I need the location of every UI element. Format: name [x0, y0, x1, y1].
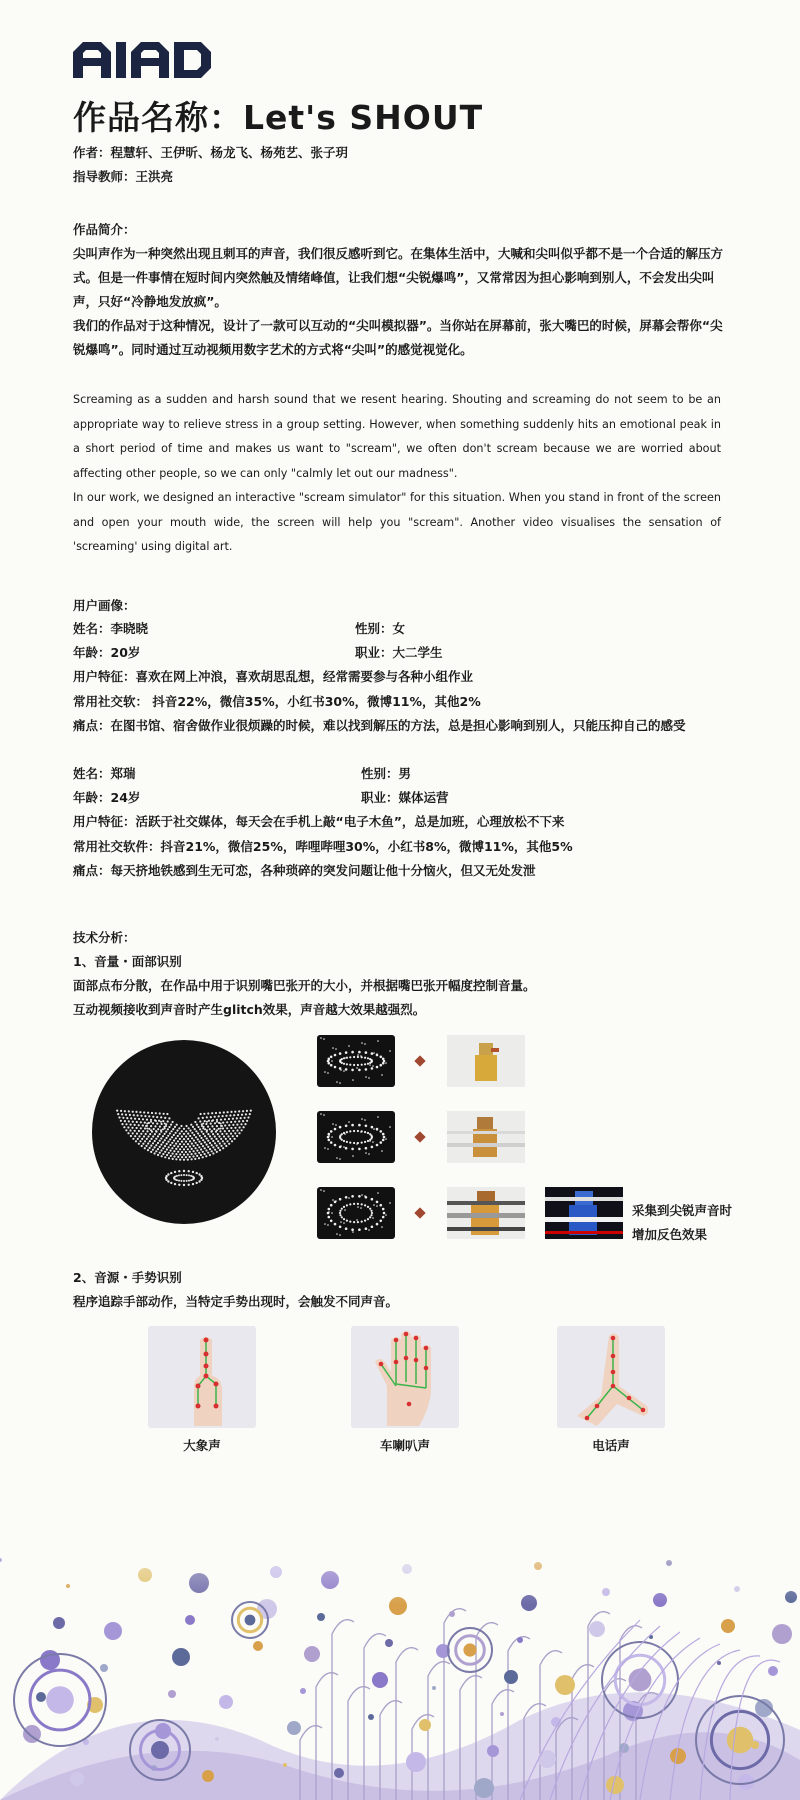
persona-age: 年龄：24岁: [73, 790, 141, 806]
arrow-diamond-icon: [414, 1131, 425, 1142]
persona-social: 常用社交软： 抖音22%，微信35%，小红书30%，微博11%，其他2%: [73, 693, 481, 709]
mouth-mesh-thumbnail: [317, 1187, 395, 1239]
intro-zh: [73, 242, 723, 362]
mouth-mesh-thumbnail: [317, 1035, 395, 1087]
intro-en-paragraph: In our work, we designed an interactive "scream simulator" for this situation. When you stand in front of the screen and open your mouth wide, the screen will help you "scream". Another video visualises the sensation of 'screaming' using digital art.: [73, 491, 721, 553]
gesture-heading: 2、音源・手势识别: [73, 1270, 182, 1285]
open-palm-hand-icon: [351, 1326, 459, 1428]
face-mesh-illustration: [92, 1040, 276, 1224]
inversion-note-line: 采集到尖锐声音时: [632, 1203, 733, 1218]
intro-en: [73, 388, 721, 560]
persona-social: 常用社交软件：抖音21%，微信25%，哔哩哔哩30%，小红书8%，微博11%，其他5%: [73, 838, 573, 854]
phone-gesture-hand-icon: [557, 1326, 665, 1428]
persona-name: 姓名：李晓晓: [73, 621, 149, 636]
mouth-sequence-2: [317, 1111, 717, 1165]
volume-line: 面部点布分散，在作品中用于识别嘴巴张开的大小，并根据嘴巴张开幅度控制音量。: [73, 978, 536, 993]
advisor: 指导教师：王洪亮: [73, 169, 174, 184]
gesture-item: [148, 1326, 256, 1454]
volume-heading: 1、音量・面部识别: [73, 954, 182, 969]
persona-job: 职业：大二学生: [355, 645, 443, 661]
persona-gender: 性别：女: [355, 621, 406, 636]
decorative-digital-art: [0, 1500, 800, 1800]
aiad-logo: [73, 42, 213, 78]
persona-pain: 痛点：在图书馆、宿舍做作业很烦躁的时候，难以找到解压的方法，总是担心影响到别人，只能压抑自己的感受: [73, 717, 686, 733]
duck-video-frame-glitch: [447, 1111, 525, 1163]
duck-video-frame-strong-glitch: [447, 1187, 525, 1239]
persona-pain: 痛点：每天挤地铁感到生无可恋，各种琐碎的突发问题让他十分恼火，但又无处发泄: [73, 862, 536, 878]
arrow-diamond-icon: [414, 1207, 425, 1218]
intro-zh-paragraph: 我们的作品对于这种情况，设计了一款可以互动的“尖叫模拟器”。当你站在屏幕前，张大嘴巴的时候，屏幕会帮你“尖锐爆鸣”。同时通过互动视频用数字艺术的方式将“尖叫”的感觉视觉化。: [73, 318, 723, 357]
persona-job: 职业：媒体运营: [361, 790, 449, 806]
inverted-color-frame: [545, 1187, 623, 1239]
authors: 作者：程慧轩、王伊昕、杨龙飞、杨苑艺、张子玥: [73, 145, 349, 160]
persona-name: 姓名：郑瑞: [73, 766, 136, 781]
personas-heading: 用户画像：: [73, 598, 136, 613]
persona-traits: 用户特征：喜欢在网上冲浪，喜欢胡思乱想，经常需要参与各种小组作业: [73, 669, 474, 685]
persona-traits: 用户特征：活跃于社交媒体，每天会在手机上敲“电子木鱼”，总是加班，心理放松不下来: [73, 814, 565, 830]
gesture-item: [351, 1326, 459, 1454]
persona-2: [73, 762, 733, 883]
arrow-diamond-icon: [414, 1055, 425, 1066]
intro-zh-paragraph: 尖叫声作为一种突然出现且刺耳的声音，我们很反感听到它。在集体生活中，大喊和尖叫似乎都不是一个合适的解压方式。但是一件事情在短时间内突然触及情绪峰值，让我们想“尖锐爆鸣”，又常常因为担心影响到别人，不会发出尖叫声，只好“冷静地发放疯”。: [73, 246, 724, 309]
persona-gender: 性别：男: [361, 766, 412, 781]
gesture-line: 程序追踪手部动作，当特定手势出现时，会触发不同声音。: [73, 1294, 399, 1309]
gesture-item: [557, 1326, 665, 1454]
gesture-label: 大象声: [183, 1438, 221, 1453]
inversion-note: [632, 1199, 732, 1247]
persona-age: 年龄：20岁: [73, 645, 141, 661]
persona-1: [73, 617, 733, 738]
gesture-label: 车喇叭声: [379, 1438, 430, 1453]
inversion-note-line: 增加反色效果: [632, 1227, 708, 1242]
volume-line: 互动视频接收到声音时产生glitch效果，声音越大效果越强烈。: [73, 1002, 426, 1017]
tech-heading: 技术分析：: [73, 930, 136, 945]
intro-en-paragraph: Screaming as a sudden and harsh sound that we resent hearing. Shouting and screaming do not seem to be an appropriate way to relieve stress in a group setting. However, when something suddenly hits an emotional peak in a short period of time and makes us want to "scream", we often don't scream because we are worried about affecting other people, so we can only "calmly let out our madness".: [73, 393, 721, 480]
page-title: 作品名称：Let's SHOUT: [73, 98, 484, 137]
duck-video-frame: [447, 1035, 525, 1087]
intro-heading: 作品简介：: [73, 222, 136, 237]
gesture-label: 电话声: [592, 1438, 630, 1453]
mouth-sequence-1: [317, 1035, 717, 1089]
index-finger-hand-icon: [148, 1326, 256, 1428]
mouth-mesh-thumbnail: [317, 1111, 395, 1163]
